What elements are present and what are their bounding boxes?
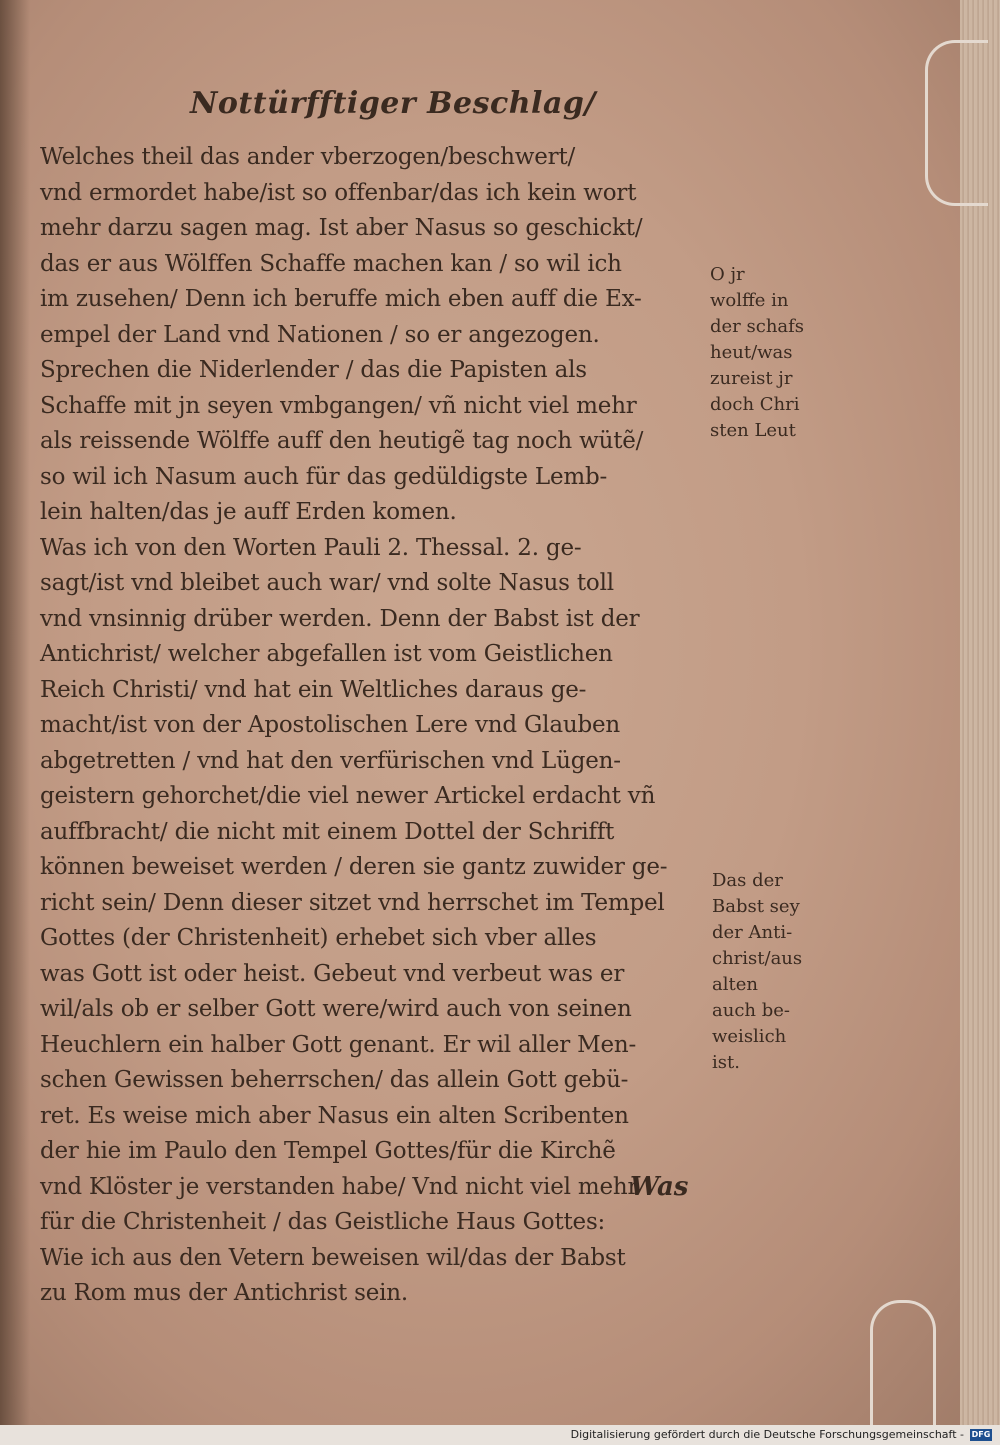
text-line: vnd ermordet habe/ist so offenbar/das ich kein wort bbox=[40, 179, 637, 206]
text-line: abgetretten / vnd hat den verfürischen vnd Lügen- bbox=[40, 747, 621, 774]
margin-note-line: weislich bbox=[712, 1026, 787, 1047]
text-line: Was ich von den Worten Pauli 2. Thessal. 2. ge- bbox=[40, 534, 582, 561]
margin-note-line: christ/aus bbox=[712, 948, 803, 969]
text-line: vnd Klöster je verstanden habe/ Vnd nicht viel mehr bbox=[40, 1173, 639, 1200]
text-line: auffbracht/ die nicht mit einem Dottel der Schrifft bbox=[40, 818, 615, 845]
text-line: für die Christenheit / das Geistliche Haus Gottes: bbox=[40, 1209, 606, 1235]
margin-note-line: der Anti- bbox=[712, 922, 793, 943]
text-line: das er aus Wölffen Schaffe machen kan / so wil ich bbox=[40, 250, 622, 277]
text-line: Gottes (der Christenheit) erhebet sich vber alles bbox=[40, 925, 597, 951]
page-edge bbox=[960, 0, 1000, 1425]
margin-note-line: Das der bbox=[712, 870, 783, 891]
margin-note-line: sten Leut bbox=[710, 420, 796, 441]
text-line: Reich Christi/ vnd hat ein Weltliches daraus ge- bbox=[40, 676, 587, 703]
running-head: Nottürfftiger Beschlag/ bbox=[190, 86, 596, 121]
dfg-logo: DFG bbox=[971, 1430, 991, 1439]
text-line: können beweiset werden / deren sie gantz zuwider ge- bbox=[40, 854, 668, 880]
text-line: vnd vnsinnig drüber werden. Denn der Babst ist der bbox=[40, 605, 640, 632]
catchword: Was bbox=[630, 1172, 689, 1202]
margin-note-line: O jr bbox=[710, 264, 745, 285]
text-line: geistern gehorchet/die viel newer Artickel erdacht vñ bbox=[40, 783, 656, 809]
text-line: Heuchlern ein halber Gott genant. Er wil aller Men- bbox=[40, 1031, 637, 1058]
text-line: lein halten/das je auff Erden komen. bbox=[40, 499, 457, 525]
margin-note-line: doch Chri bbox=[710, 394, 800, 415]
margin-note-line: heut/was bbox=[710, 342, 793, 363]
text-line: im zusehen/ Denn ich beruffe mich eben auff die Ex- bbox=[40, 286, 642, 312]
text-line: so wil ich Nasum auch für das gedüldigste Lemb- bbox=[40, 463, 608, 490]
text-line: empel der Land vnd Nationen / so er angezogen. bbox=[40, 321, 600, 348]
text-line: schen Gewissen beherrschen/ das allein Gott gebü- bbox=[40, 1067, 629, 1093]
text-line: der hie im Paulo den Tempel Gottes/für die Kirchẽ bbox=[40, 1138, 616, 1164]
text-line: macht/ist von der Apostolischen Lere vnd Glauben bbox=[40, 712, 620, 738]
footer-credit: Digitalisierung gefördert durch die Deutsche Forschungsgemeinschaft - bbox=[570, 1428, 964, 1441]
margin-note-line: auch be- bbox=[712, 1000, 790, 1021]
margin-note-line: zureist jr bbox=[710, 368, 793, 389]
paper-clip-top bbox=[925, 40, 988, 206]
margin-note-line: ist. bbox=[712, 1052, 740, 1073]
margin-note-wolves bbox=[710, 262, 820, 444]
text-line: sagt/ist vnd bleibet auch war/ vnd solte Nasus toll bbox=[40, 570, 614, 596]
margin-note-line: Babst sey bbox=[712, 896, 800, 917]
text-line: richt sein/ Denn dieser sitzet vnd herrschet im Tempel bbox=[40, 889, 665, 916]
text-line: Schaffe mit jn seyen vmbgangen/ vñ nicht viel mehr bbox=[40, 392, 637, 419]
text-line: Wie ich aus den Vetern beweisen wil/das der Babst bbox=[40, 1244, 626, 1271]
text-line: als reissende Wölffe auff den heutigẽ tag noch wütẽ/ bbox=[40, 428, 644, 454]
text-line: was Gott ist oder heist. Gebeut vnd verbeut was er bbox=[40, 960, 625, 987]
text-line: Welches theil das ander vberzogen/beschwert/ bbox=[40, 144, 576, 170]
margin-note-line: der schafs bbox=[710, 316, 805, 337]
text-line: Antichrist/ welcher abgefallen ist vom Geistlichen bbox=[40, 641, 613, 667]
footer-bar bbox=[0, 1425, 1000, 1445]
text-line: wil/als ob er selber Gott were/wird auch von seinen bbox=[40, 996, 632, 1022]
paper-clip-bottom bbox=[870, 1300, 936, 1428]
binding-shadow bbox=[0, 0, 30, 1425]
text-line: mehr darzu sagen mag. Ist aber Nasus so geschickt/ bbox=[40, 215, 643, 241]
margin-note-line: wolffe in bbox=[710, 290, 789, 311]
text-line: zu Rom mus der Antichrist sein. bbox=[40, 1280, 409, 1306]
margin-note-antichrist bbox=[712, 868, 822, 1076]
margin-note-line: alten bbox=[712, 974, 758, 995]
body-text bbox=[40, 140, 710, 1312]
text-line: ret. Es weise mich aber Nasus ein alten Scribenten bbox=[40, 1102, 629, 1129]
text-line: Sprechen die Niderlender / das die Papisten als bbox=[40, 357, 587, 383]
